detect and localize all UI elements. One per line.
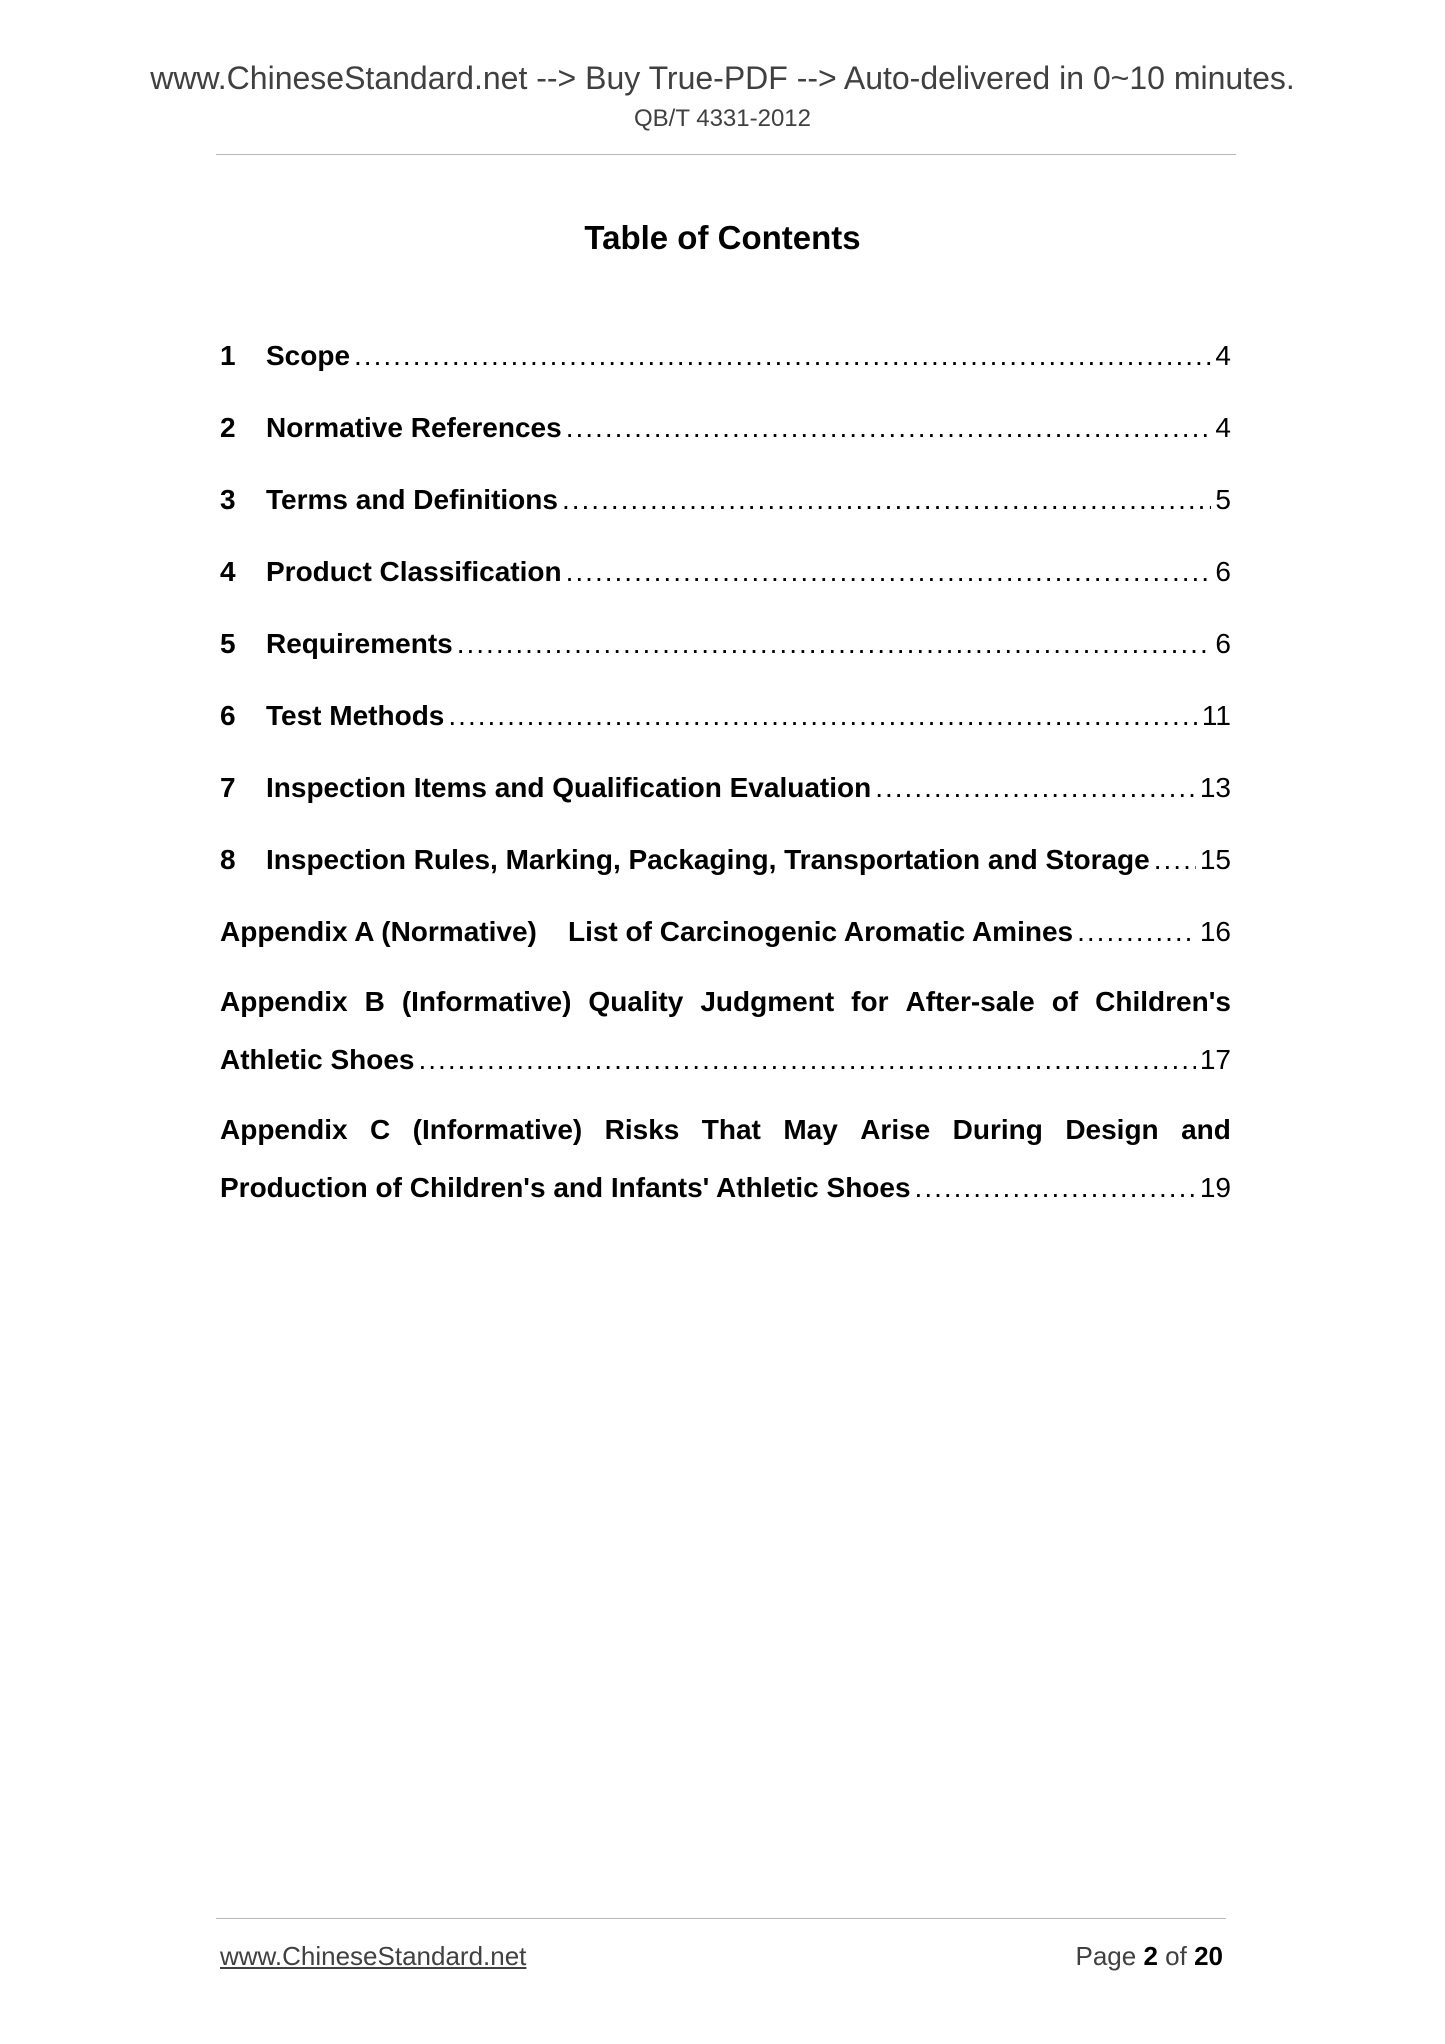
toc-entry-terms-and-definitions[interactable] [220,480,1231,552]
title-word: Design [1065,1114,1159,1145]
toc-entry-page: 5 [1215,484,1231,515]
toc-entry-page: 16 [1199,916,1231,947]
title-word: Arise [860,1114,931,1145]
toc-entry-inspection-items[interactable] [220,768,1231,840]
dot-leader [915,1168,1196,1208]
toc-entry-title: Terms and Definitions [266,484,558,515]
dot-leader [448,696,1198,736]
title-word: Appendix [220,986,348,1017]
dot-leader [354,336,1211,376]
site-banner: www.ChineseStandard.net --> Buy True-PDF --> Auto-delivered in 0~10 minutes. [150,60,1295,96]
title-word: During [952,1114,1043,1145]
toc-entry-product-classification[interactable] [220,552,1231,624]
header-divider [216,154,1236,155]
title-word: (Informative) [401,986,572,1017]
toc-entry-scope[interactable] [220,336,1231,408]
toc-entry-test-methods[interactable] [220,696,1231,768]
toc-entry-page: 4 [1215,412,1231,443]
dot-leader [457,624,1212,664]
toc-entry-number: 7 [220,772,236,803]
toc-entry-appendix-a[interactable] [220,912,1231,984]
toc-entry-page: 13 [1199,772,1231,803]
standard-code: QB/T 4331-2012 [633,105,811,132]
toc-entry-page: 6 [1215,628,1231,659]
dot-leader [566,408,1212,448]
dot-leader [1154,840,1196,880]
toc-entry-title: Product Classification [266,556,562,587]
toc-entry-title: Normative References [266,412,562,443]
footer-site-link[interactable]: www.ChineseStandard.net [220,1941,527,1971]
toc-entry-page: 4 [1215,340,1231,371]
table-of-contents [220,336,1231,1240]
dot-leader [418,1040,1195,1080]
dot-leader [875,768,1196,808]
title-word: Risks [604,1114,680,1145]
toc-entry-number: 6 [220,700,236,731]
toc-entry-title: Test Methods [266,700,445,731]
toc-entry-title: Inspection Items and Qualification Evaluation [266,772,872,803]
title-word: Appendix [220,1114,348,1145]
toc-entry-page: 11 [1201,700,1231,731]
total-pages: 20 [1194,1941,1223,1971]
toc-entry-title: Scope [266,340,351,371]
toc-entry-title-line1 [220,982,1231,1040]
toc-entry-title: Requirements [266,628,453,659]
title-word: That [701,1114,761,1145]
title-word: for [851,986,889,1017]
toc-entry-appendix-b[interactable] [220,982,1231,1112]
toc-entry-number: 8 [220,844,236,875]
footer-divider [216,1918,1226,1919]
toc-entry-title: Appendix A (Normative) List of Carcinogenic Aromatic Amines [220,916,1074,947]
current-page: 2 [1143,1941,1158,1971]
dot-leader [562,480,1211,520]
page-title: Table of Contents [584,219,861,256]
toc-entry-number: 1 [220,340,236,371]
page-of-label: of [1165,1941,1187,1971]
dot-leader [1077,912,1196,952]
toc-entry-page: 6 [1215,556,1231,587]
toc-entry-requirements[interactable] [220,624,1231,696]
page-label: Page [1075,1941,1137,1971]
title-word: B [364,986,385,1017]
title-word: May [783,1114,838,1145]
title-word: After-sale [905,986,1035,1017]
toc-entry-number: 3 [220,484,236,515]
title-word: (Informative) [412,1114,583,1145]
title-word: Quality [588,986,684,1017]
toc-entry-appendix-c[interactable] [220,1110,1231,1240]
toc-entry-title: Production of Children's and Infants' Athletic Shoes [220,1172,911,1203]
toc-entry-number: 4 [220,556,236,587]
title-word: Children's [1095,986,1231,1017]
toc-entry-page: 15 [1199,844,1231,875]
dot-leader [566,552,1212,592]
toc-entry-inspection-rules[interactable] [220,840,1231,912]
toc-entry-title-line1 [220,1110,1231,1168]
toc-entry-title: Athletic Shoes [220,1044,415,1075]
toc-entry-title-line2 [220,1168,1231,1240]
toc-entry-page: 19 [1199,1172,1231,1203]
toc-entry-title: Inspection Rules, Marking, Packaging, Transportation and Storage [266,844,1150,875]
toc-entry-number: 5 [220,628,236,659]
title-word: Judgment [700,986,835,1017]
title-word: of [1051,986,1079,1017]
toc-entry-title-line2 [220,1040,1231,1112]
page-number [1075,1939,1223,1973]
toc-entry-number: 2 [220,412,236,443]
title-word: C [369,1114,391,1145]
toc-entry-normative-references[interactable] [220,408,1231,480]
toc-entry-page: 17 [1199,1044,1231,1075]
title-word: and [1181,1114,1231,1145]
